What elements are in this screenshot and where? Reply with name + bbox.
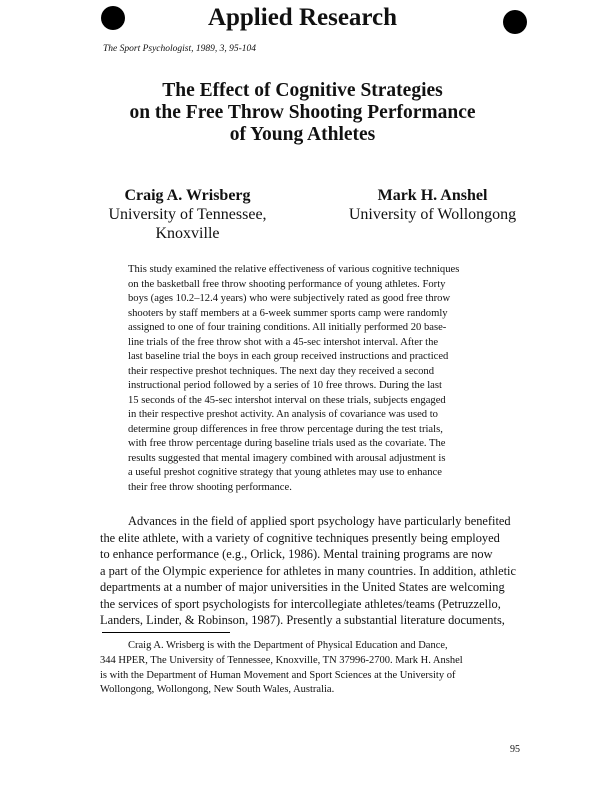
abstract-line: determine group differences in free throw percentage during the test trials, — [128, 423, 443, 435]
abstract — [128, 263, 496, 495]
abstract-line: line trials of the free throw shot with a 45-sec intershot interval. After the — [128, 336, 439, 348]
body-line: Landers, Linder, & Robinson, 1987). Presently a substantial literature documents, — [100, 613, 505, 627]
author-block-2 — [320, 186, 545, 224]
body-line: the elite athlete, with a variety of cognitive techniques presently being employed — [100, 530, 500, 545]
body-line: the services of sport psychologists for intercollegiate athletes/teams (Petruzzello, — [100, 596, 501, 611]
footnote-divider — [102, 632, 230, 633]
body-line: Advances in the field of applied sport psychology have particularly benefited — [128, 514, 511, 528]
abstract-line: last baseline trial the boys in each group received instructions and practiced — [128, 351, 449, 362]
author-name: Mark H. Anshel — [377, 187, 488, 204]
abstract-line: on the basketball free throw shooting performance of young athletes. Forty — [128, 278, 446, 290]
abstract-line: instructional period followed by a series of 10 free throws. During the last — [128, 380, 442, 391]
abstract-line: This study examined the relative effectiveness of various cognitive techniques — [128, 264, 460, 275]
title-line-1: The Effect of Cognitive Strategies — [162, 80, 443, 101]
page-number: 95 — [510, 744, 520, 755]
title-line-2: on the Free Throw Shooting Performance — [129, 102, 476, 123]
author-affiliation: University of Wollongong — [348, 206, 517, 223]
author-block-1 — [70, 186, 305, 243]
article-title — [0, 80, 605, 146]
abstract-line: assigned to one of four training conditions. All initially performed 20 base- — [128, 322, 447, 333]
abstract-line: results suggested that mental imagery combined with arousal adjustment is — [128, 452, 446, 464]
body-line: a part of the Olympic experience for athletes in many countries. In addition, athletic — [100, 563, 516, 578]
footnote-line: 344 HPER, The University of Tennessee, Knoxville, TN 37996-2700. Mark H. Anshel — [100, 654, 463, 666]
body-paragraph — [100, 513, 526, 629]
abstract-line: a useful preshot cognitive strategy that young athletes may use to enhance — [128, 467, 442, 478]
author-affiliation: Knoxville — [155, 225, 220, 242]
footnote — [100, 639, 527, 698]
footnote-line: Craig A. Wrisberg is with the Department of Physical Education and Dance, — [128, 640, 448, 651]
title-line-3: of Young Athletes — [229, 124, 376, 145]
author-affiliation: University of Tennessee, — [108, 206, 267, 223]
abstract-line: their respective preshot techniques. The next day they received a second — [128, 365, 435, 377]
abstract-line: with free throw percentage during baseline trials used as the covariate. The — [128, 438, 446, 449]
body-line: to enhance performance (e.g., Orlick, 1986). Mental training programs are now — [100, 547, 493, 561]
footnote-line: Wollongong, Wollongong, New South Wales, Australia. — [100, 684, 335, 696]
abstract-line: boys (ages 10.2–12.4 years) who were subjectively rated as good free throw — [128, 293, 451, 304]
abstract-line: 15 seconds of the 45-sec intershot interval on these trials, subjects engaged — [128, 394, 446, 406]
body-line: departments at a number of major universities in the United States are welcoming — [100, 580, 505, 594]
abstract-line: in their respective preshot activity. An analysis of covariance was used to — [128, 409, 438, 420]
footnote-line: is with the Department of Human Movement and Sport Sciences at the University of — [100, 669, 456, 681]
journal-citation: The Sport Psychologist, 1989, 3, 95-104 — [103, 44, 257, 54]
section-header: Applied Research — [207, 4, 398, 31]
abstract-line: their free throw shooting performance. — [128, 481, 292, 493]
abstract-line: shooters by staff members at a 6-week summer sports camp were randomly — [128, 307, 448, 319]
author-name: Craig A. Wrisberg — [124, 187, 251, 204]
